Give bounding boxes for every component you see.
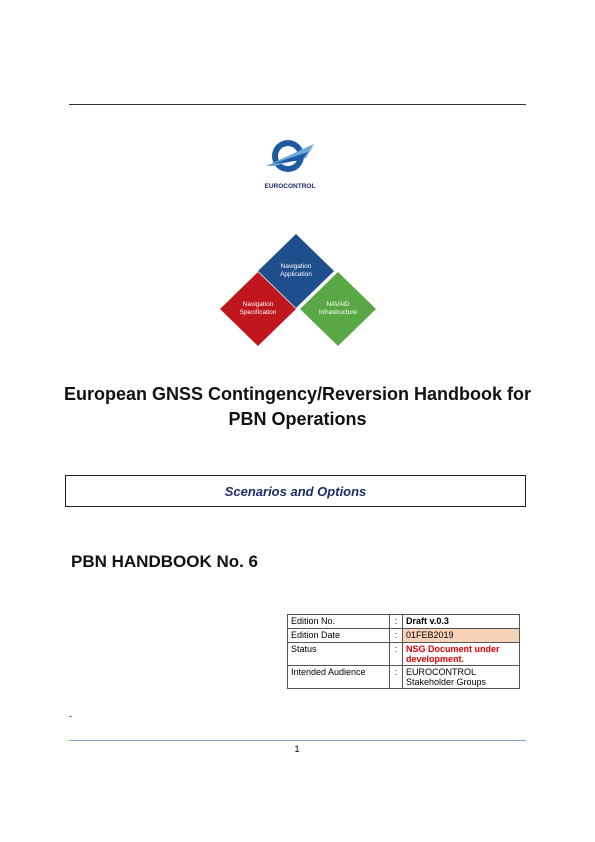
document-metadata-table xyxy=(287,614,520,689)
svg-text:Navigation: Navigation xyxy=(280,263,312,270)
meta-sep: : xyxy=(390,643,403,666)
logo-wordmark: EUROCONTROL xyxy=(264,183,316,190)
document-title xyxy=(60,382,535,432)
header-rule xyxy=(69,104,526,105)
document-title-line2: PBN Operations xyxy=(228,409,367,429)
meta-key: Edition No. xyxy=(288,615,390,629)
pbn-concept-diagram xyxy=(218,232,378,348)
svg-text:Navigation: Navigation xyxy=(242,301,274,308)
eurocontrol-logo xyxy=(258,136,322,194)
meta-sep: : xyxy=(390,629,403,643)
document-title-line1: European GNSS Contingency/Reversion Handbook for xyxy=(63,384,532,404)
svg-text:NAVAID: NAVAID xyxy=(326,301,350,308)
handbook-number: PBN HANDBOOK No. 6 xyxy=(71,552,259,571)
stray-dash: - xyxy=(69,711,72,721)
meta-sep: : xyxy=(390,666,403,689)
meta-key: Intended Audience xyxy=(288,666,390,689)
svg-text:Infrastructure: Infrastructure xyxy=(318,309,358,316)
meta-key: Edition Date xyxy=(288,629,390,643)
meta-row-edition-no xyxy=(288,615,520,629)
meta-value-edition-no: Draft v.0.3 xyxy=(403,615,520,629)
meta-row-edition-date xyxy=(288,629,520,643)
svg-text:Specification: Specification xyxy=(239,309,277,316)
meta-value-intended-audience: EUROCONTROL Stakeholder Groups xyxy=(403,666,520,689)
meta-value-edition-date: 01FEB2019 xyxy=(403,629,520,643)
meta-key: Status xyxy=(288,643,390,666)
meta-row-status xyxy=(288,643,520,666)
subtitle-box xyxy=(65,475,526,507)
document-subtitle: Scenarios and Options xyxy=(224,483,367,499)
svg-text:Application: Application xyxy=(280,271,312,278)
meta-value-status: NSG Document under development. xyxy=(403,643,520,666)
meta-row-intended-audience xyxy=(288,666,520,689)
meta-sep: : xyxy=(390,615,403,629)
footer-rule xyxy=(69,740,526,741)
page-number: 1 xyxy=(294,744,300,754)
